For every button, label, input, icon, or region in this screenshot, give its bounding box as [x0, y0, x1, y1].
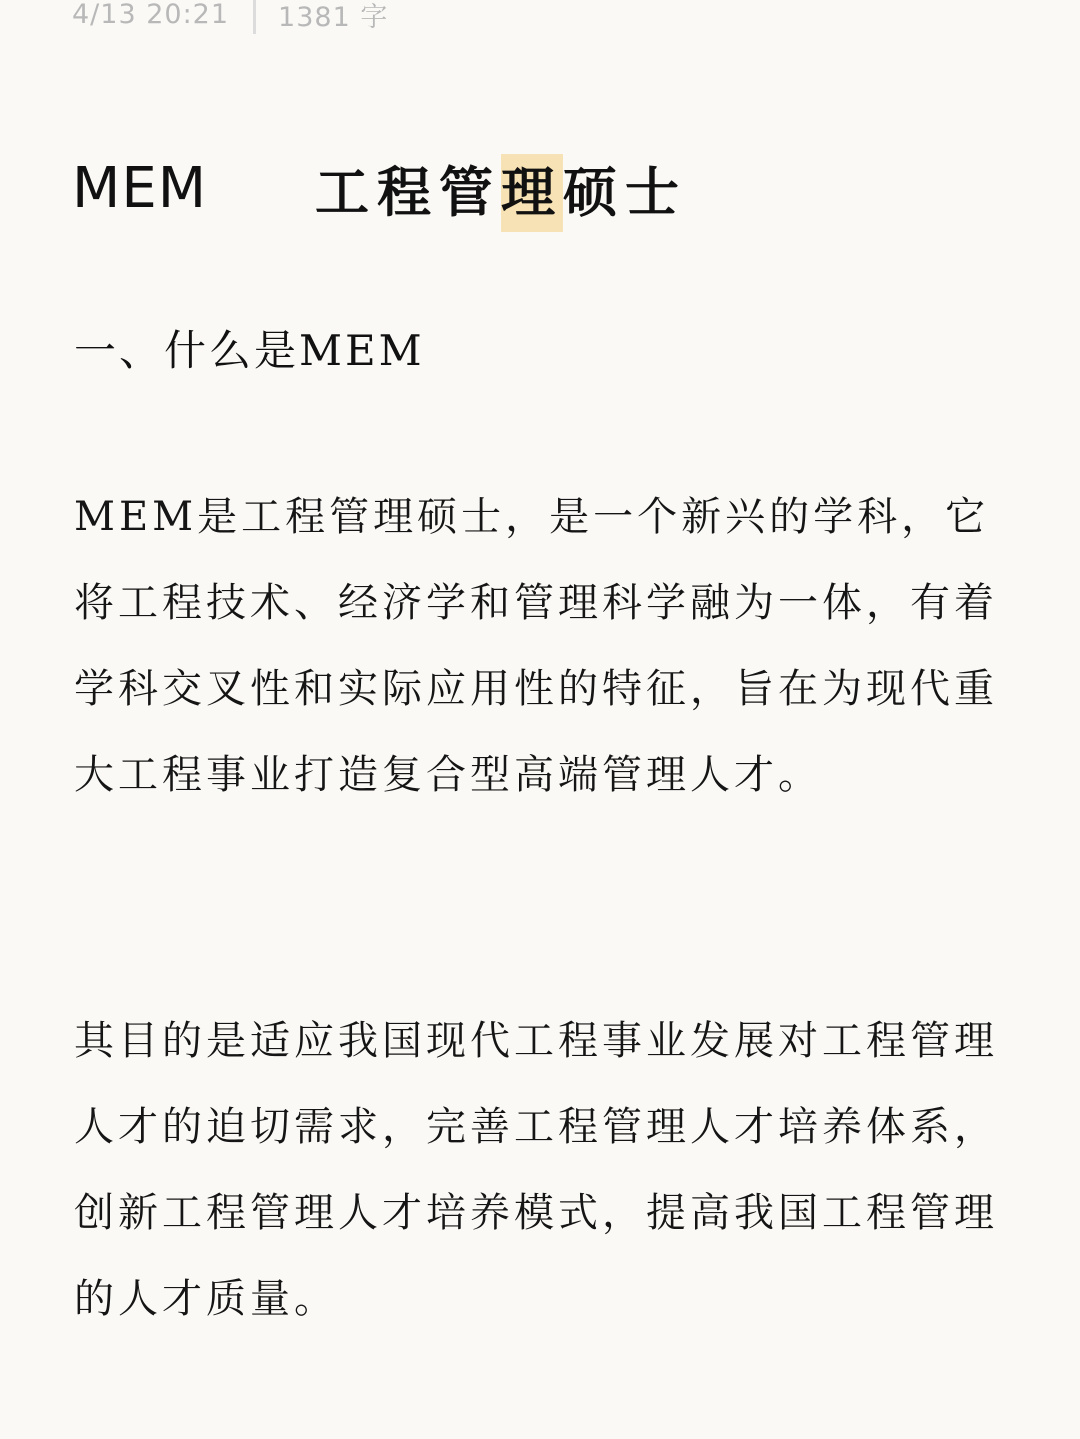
note-date: 4/13 20:21 [72, 0, 230, 30]
section-heading: 一、什么是MEM [74, 326, 425, 375]
word-count: 1381 字 [278, 1, 389, 33]
page-title [72, 148, 687, 228]
title-part-after: 硕士 [563, 159, 688, 224]
note-meta-bar [72, 0, 388, 36]
title-chinese [315, 150, 687, 227]
title-highlighted-char: 理 [501, 154, 563, 232]
title-part-before: 工程管 [315, 159, 502, 224]
paragraph-purpose: 其目的是适应我国现代工程事业发展对工程管理人才的迫切需求，完善工程管理人才培养体系，创新工程管理人才培养模式，提高我国工程管理的人才质量。 [74, 1018, 998, 1322]
meta-divider [253, 0, 256, 34]
title-abbreviation: MEM [72, 155, 208, 221]
paragraph-definition: MEM是工程管理硕士，是一个新兴的学科，它将工程技术、经济学和管理科学融为一体，有着学科交叉性和实际应用性的特征，旨在为现代重大工程事业打造复合型高端管理人才。 [74, 494, 998, 798]
